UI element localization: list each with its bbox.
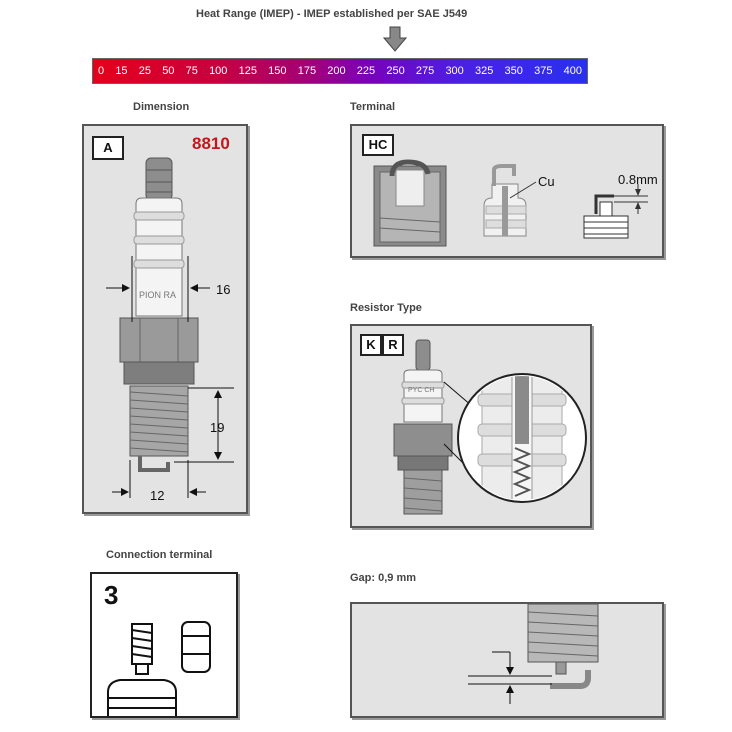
heat-range-value: 400 bbox=[563, 65, 582, 77]
connection-caption: Connection terminal bbox=[106, 549, 213, 561]
resistor-code-k: K bbox=[360, 334, 382, 356]
resistor-insulator-text: PYC CH bbox=[408, 387, 435, 394]
resistor-panel bbox=[350, 324, 592, 528]
gap-caption: Gap: 0,9 mm bbox=[350, 572, 417, 584]
gap-drawing bbox=[352, 604, 664, 718]
connection-code: 3 bbox=[104, 580, 119, 610]
terminal-caption: Terminal bbox=[350, 101, 396, 113]
heat-range-value: 200 bbox=[327, 65, 346, 77]
heat-range-value: 50 bbox=[162, 65, 175, 77]
heat-range-value: 250 bbox=[386, 65, 405, 77]
heat-range-value: 325 bbox=[474, 65, 494, 77]
heat-range-value: 150 bbox=[268, 65, 287, 77]
heat-range-value: 275 bbox=[415, 65, 435, 77]
dimension-caption: Dimension bbox=[133, 101, 190, 113]
resistor-drawing bbox=[352, 326, 592, 528]
terminal-panel bbox=[350, 124, 664, 258]
resistor-code-r: R bbox=[382, 334, 404, 356]
reach-label: 19 bbox=[210, 420, 225, 435]
heat-range-value: 225 bbox=[356, 65, 376, 77]
dimension-code-badge: A bbox=[92, 136, 124, 160]
thread-diameter-label: 12 bbox=[150, 488, 165, 503]
heat-range-value: 300 bbox=[445, 65, 464, 77]
heat-range-title: Heat Range (IMEP) - IMEP established per SAE J549 bbox=[196, 8, 468, 20]
heat-range-value: 25 bbox=[138, 65, 151, 77]
heat-range-value: 350 bbox=[504, 65, 523, 77]
insulator-text: PION RA bbox=[139, 290, 177, 300]
heat-range-value: 375 bbox=[534, 65, 553, 77]
heat-range-value: 75 bbox=[185, 65, 198, 77]
heat-range-value: 175 bbox=[297, 65, 317, 77]
hex-size-label: 16 bbox=[216, 282, 231, 297]
resistor-caption: Resistor Type bbox=[350, 302, 422, 314]
heat-range-labels bbox=[93, 59, 587, 83]
terminal-code-badge: HC bbox=[362, 134, 394, 156]
down-arrow-icon bbox=[383, 26, 407, 52]
heat-range-value: 15 bbox=[115, 65, 128, 77]
heat-range-value: 125 bbox=[238, 65, 257, 77]
part-number: 8810 bbox=[192, 134, 230, 153]
heat-range-value: 0 bbox=[98, 65, 105, 77]
heat-range-value: 100 bbox=[209, 65, 228, 77]
dimension-panel bbox=[82, 124, 248, 514]
heat-range-scale bbox=[92, 58, 588, 84]
gap-panel bbox=[350, 602, 664, 718]
copper-core-label: Cu bbox=[538, 174, 555, 189]
thickness-label: 0.8mm bbox=[618, 172, 658, 187]
terminal-drawing bbox=[352, 126, 664, 258]
spark-plug-dimension-drawing bbox=[84, 126, 248, 514]
connection-panel bbox=[90, 572, 238, 718]
